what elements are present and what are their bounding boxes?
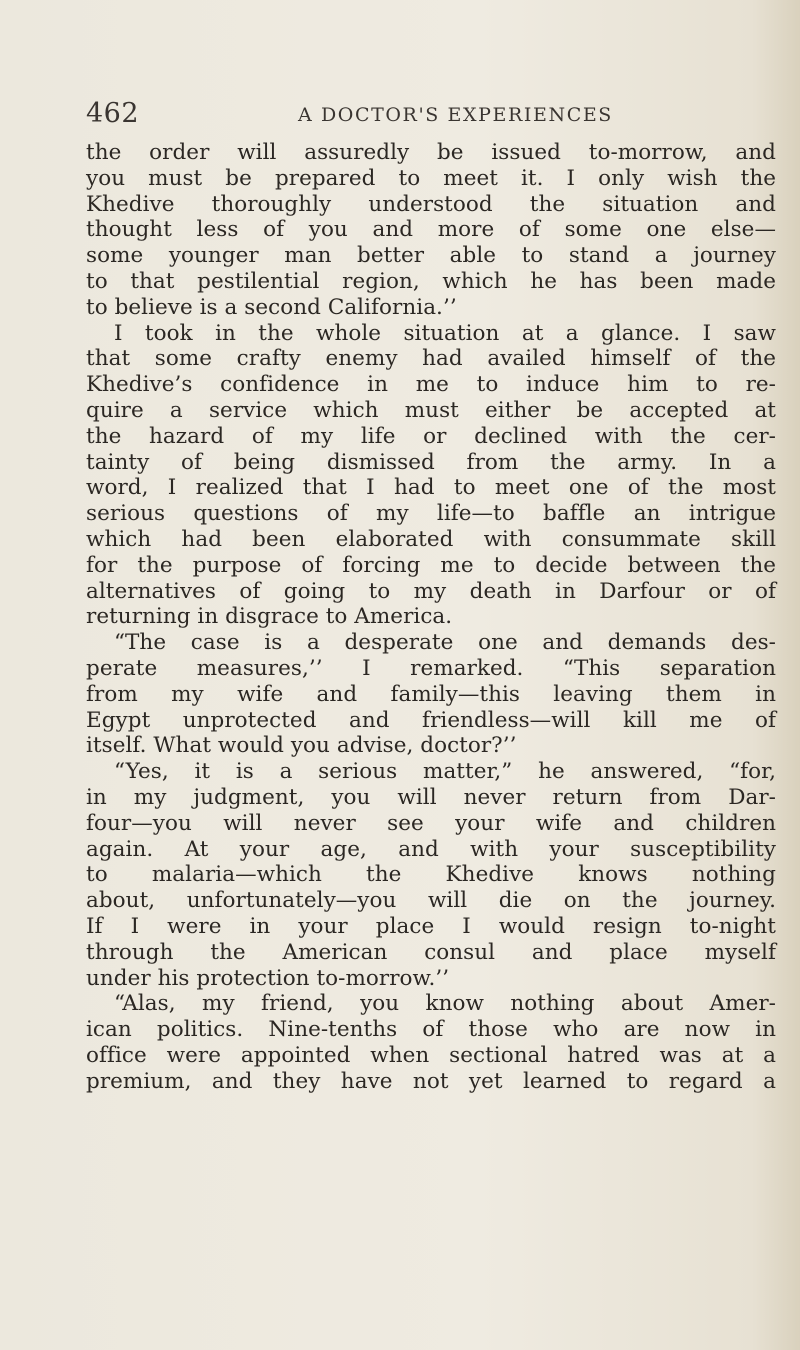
text-line: returning in disgrace to America.: [86, 604, 453, 630]
text-line: perate measures,’’ I remarked. “This separation: [86, 655, 776, 681]
text-line: to believe is a second California.’’: [86, 294, 457, 320]
text-line: in my judgment, you will never return from Dar-: [86, 784, 776, 810]
text-line: again. At your age, and with your susceptibility: [86, 836, 776, 862]
text-line: Khedive’s confidence in me to induce him to re-: [86, 372, 776, 398]
text-line: itself. What would you advise, doctor?’’: [86, 733, 517, 759]
text-line: “Alas, my friend, you know nothing about Amer-: [114, 991, 776, 1017]
text-line: tainty of being dismissed from the army. In a: [86, 449, 776, 475]
text-line: quire a service which must either be accepted at: [86, 397, 776, 423]
page-header: [86, 98, 776, 138]
body-text: [86, 140, 776, 1094]
text-line: Khedive thoroughly understood the situation and: [86, 191, 776, 217]
text-line: under his protection to-morrow.’’: [86, 965, 450, 991]
text-line: alternatives of going to my death in Darfour or of: [86, 578, 776, 604]
running-head: A DOCTOR'S EXPERIENCES: [298, 104, 613, 126]
text-line: to malaria—which the Khedive knows nothing: [86, 862, 776, 888]
text-line: ican politics. Nine-tenths of those who are now in: [86, 1017, 776, 1043]
text-line: word, I realized that I had to meet one of the most: [86, 475, 776, 501]
text-line: for the purpose of forcing me to decide between the: [86, 552, 776, 578]
text-line: the order will assuredly be issued to-morrow, and: [86, 140, 776, 165]
page-number: 462: [86, 98, 140, 129]
text-line: you must be prepared to meet it. I only wish the: [86, 165, 776, 191]
text-line: I took in the whole situation at a glance. I saw: [114, 320, 776, 346]
text-line: office were appointed when sectional hatred was at a: [86, 1042, 776, 1068]
text-line: which had been elaborated with consummate skill: [86, 526, 776, 552]
text-line: If I were in your place I would resign to-night: [86, 913, 776, 939]
text-line: some younger man better able to stand a journey: [86, 243, 776, 269]
text-line: from my wife and family—this leaving them in: [86, 681, 776, 707]
text-line: “The case is a desperate one and demands des-: [114, 630, 776, 656]
text-line: serious questions of my life—to baffle an intrigue: [86, 501, 776, 527]
text-line: Egypt unprotected and friendless—will kill me of: [86, 707, 776, 733]
text-line: premium, and they have not yet learned to regard a: [86, 1068, 776, 1094]
text-line: about, unfortunately—you will die on the journey.: [86, 888, 776, 914]
text-line: to that pestilential region, which he has been made: [86, 268, 776, 294]
text-line: the hazard of my life or declined with the cer-: [86, 423, 776, 449]
text-line: thought less of you and more of some one else—: [86, 217, 776, 243]
text-line: “Yes, it is a serious matter,” he answered, “for,: [114, 759, 776, 785]
text-line: four—you will never see your wife and children: [86, 810, 776, 836]
text-line: that some crafty enemy had availed himself of the: [86, 346, 776, 372]
text-line: through the American consul and place myself: [86, 939, 776, 965]
